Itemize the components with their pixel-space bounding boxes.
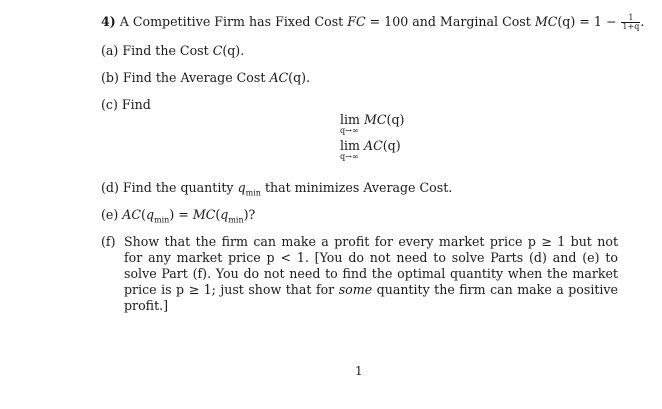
- part-e-label: (e): [101, 207, 119, 222]
- mc-fraction-denominator: 1+q: [622, 22, 640, 31]
- part-b: [101, 70, 310, 86]
- limit-ac: [340, 139, 401, 161]
- limit-ac-fn: AC: [364, 138, 383, 153]
- limit-mc: [340, 113, 404, 135]
- problem-statement: [101, 14, 644, 31]
- part-f-paragraph: [124, 234, 618, 314]
- part-a-end: .: [240, 43, 245, 58]
- limit-mc-subscript: q→∞: [340, 126, 359, 135]
- part-e-rhs-sub: min: [228, 215, 244, 225]
- part-d-sub: min: [245, 188, 261, 198]
- part-d: [101, 180, 452, 202]
- part-c: [101, 97, 151, 113]
- problem-end-period: .: [640, 14, 645, 29]
- limit-mc-op: lim: [340, 112, 360, 127]
- part-b-arg: (q): [288, 70, 307, 85]
- part-e-lhs-sub: min: [154, 215, 170, 225]
- part-e-eq: =: [178, 207, 189, 222]
- part-f-label: (f): [101, 234, 116, 249]
- part-a-text: Find the Cost: [122, 43, 209, 58]
- limit-mc-expr: [340, 113, 404, 127]
- mc-label: MC: [534, 14, 558, 29]
- mc-fraction-numerator: 1: [621, 14, 640, 23]
- part-d-var: q: [237, 180, 246, 195]
- part-a-label: (a): [101, 43, 119, 58]
- limit-ac-subscript: q→∞: [340, 152, 359, 161]
- limit-ac-expr: [340, 139, 401, 153]
- part-f-text: Show that the firm can make a profit for every market price p ≥ 1 but not for any market price p < 1. [You do not need to solve Parts (d) and (e) to solve Part (f). You do not need to find the optimal quantity when the market price is p ≥ 1; just show that for: [124, 234, 618, 297]
- page-number: 1: [355, 364, 363, 378]
- part-e-lhs-fn: AC: [122, 207, 142, 222]
- limit-mc-arg: (q): [386, 112, 405, 127]
- mc-rhs: = 1 −: [579, 14, 617, 29]
- part-c-label: (c): [101, 97, 118, 112]
- part-b-label: (b): [101, 70, 119, 85]
- part-e-lhs-var: q: [145, 207, 155, 222]
- part-e: (e) $AC(q_{min}) = MC(q_{min})$?: [101, 207, 256, 225]
- limit-ac-arg: (q): [382, 138, 401, 153]
- part-e-end: ?: [248, 207, 256, 222]
- part-a: [101, 43, 244, 59]
- part-b-text: Find the Average Cost: [122, 70, 266, 85]
- part-d-text: Find the quantity: [122, 180, 234, 195]
- part-a-arg: (q): [222, 43, 241, 58]
- part-a-fn: C: [212, 43, 223, 58]
- limit-mc-fn: MC: [364, 112, 387, 127]
- mc-intro: and Marginal Cost: [412, 14, 531, 29]
- part-e-rhs-var: q: [220, 207, 229, 222]
- part-b-fn: AC: [269, 70, 289, 85]
- fc-value: = 100: [369, 14, 409, 29]
- mc-arg: (q): [557, 14, 576, 29]
- fc-label: FC: [347, 14, 366, 29]
- mc-fraction: [621, 14, 640, 31]
- problem-number: 4): [101, 14, 116, 29]
- part-d-rest: that minimizes Average Cost.: [264, 180, 453, 195]
- part-c-text: Find: [121, 97, 151, 112]
- part-e-rhs-fn: MC: [192, 207, 216, 222]
- part-b-end: .: [306, 70, 311, 85]
- part-f-emph: some: [338, 282, 373, 297]
- limit-ac-op: lim: [340, 138, 360, 153]
- part-f-text-end: quantity the firm can make a positive profit.]: [124, 282, 619, 313]
- part-d-label: (d): [101, 180, 119, 195]
- problem-intro: A Competitive Firm has Fixed Cost: [119, 14, 344, 29]
